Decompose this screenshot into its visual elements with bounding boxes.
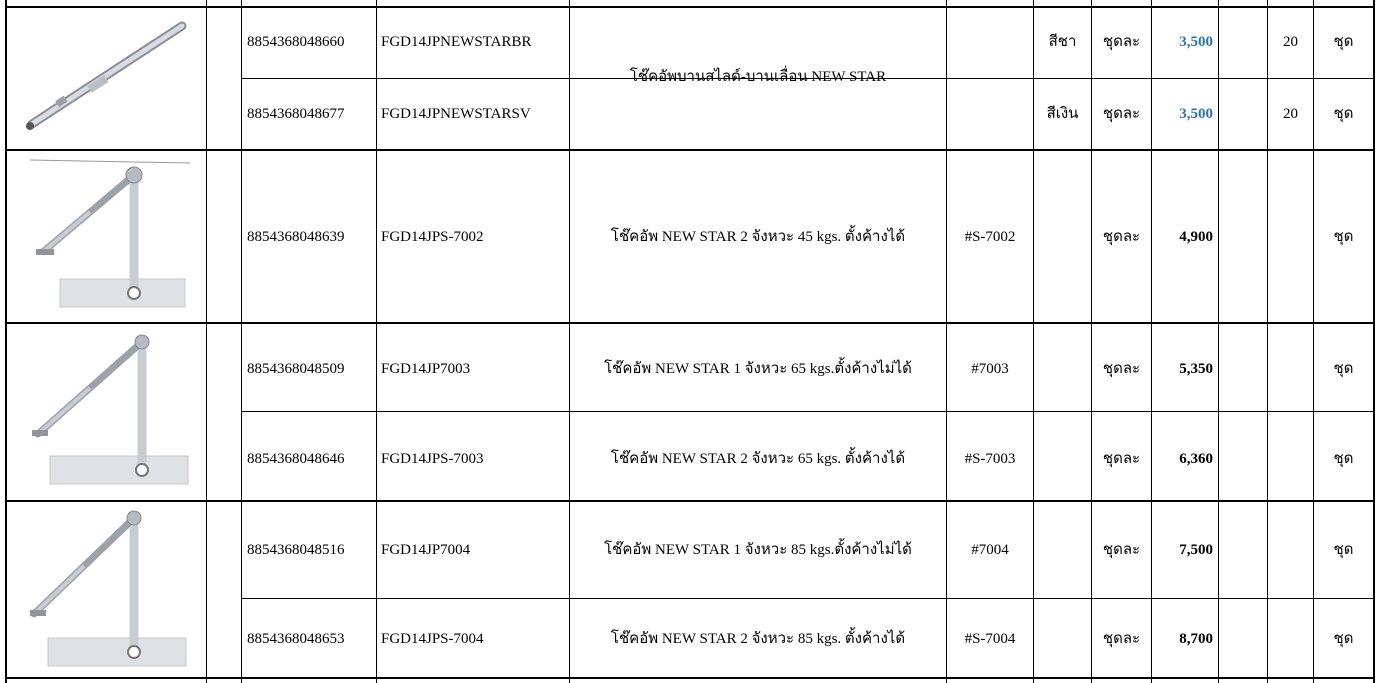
- product-code-cell: FGD14JPS-7004: [381, 631, 484, 647]
- door-closer-arm-image: [30, 155, 190, 315]
- quantity-cell: 20: [1283, 106, 1298, 122]
- door-closer-arm-image: [30, 508, 190, 673]
- price-cell: 7,500: [1179, 542, 1213, 558]
- unit-label-cell: ชุดละ: [1102, 229, 1141, 245]
- description-cell: โช๊คอัพ NEW STAR 1 จังหวะ 65 kgs.ตั้งค้างไม่ได้: [604, 361, 912, 377]
- barcode-cell: 8854368048653: [247, 631, 345, 647]
- unit-label-cell: ชุดละ: [1102, 361, 1141, 377]
- price-cell: 3,500: [1179, 34, 1213, 50]
- unit-cell: ชุด: [1333, 451, 1354, 467]
- unit-cell: ชุด: [1333, 34, 1354, 50]
- model-cell: #7004: [971, 542, 1009, 558]
- product-code-cell: FGD14JP7004: [381, 542, 471, 558]
- unit-label-cell: ชุดละ: [1102, 106, 1141, 122]
- product-code-cell: FGD14JP7003: [381, 361, 471, 377]
- barcode-cell: 8854368048509: [247, 361, 345, 377]
- product-code-cell: FGD14JPS-7002: [381, 229, 484, 245]
- unit-cell: ชุด: [1333, 631, 1354, 647]
- description-cell: โช๊คอัพ NEW STAR 2 จังหวะ 45 kgs. ตั้งค้างได้: [610, 229, 906, 245]
- unit-cell: ชุด: [1333, 106, 1354, 122]
- door-closer-arm-image: [30, 330, 190, 490]
- barcode-cell: 8854368048646: [247, 451, 345, 467]
- unit-label-cell: ชุดละ: [1102, 542, 1141, 558]
- description-cell: โช๊คอัพบานสไลด์-บานเลื่อน NEW STAR: [629, 69, 887, 85]
- unit-label-cell: ชุดละ: [1102, 34, 1141, 50]
- description-cell: โช๊คอัพ NEW STAR 2 จังหวะ 65 kgs. ตั้งค้างได้: [610, 451, 906, 467]
- quantity-cell: 20: [1283, 34, 1298, 50]
- product-code-cell: FGD14JPNEWSTARSV: [381, 106, 531, 122]
- color-cell: สีชา: [1048, 34, 1077, 50]
- barcode-cell: 8854368048677: [247, 106, 345, 122]
- sliding-window-stay-image: [18, 18, 190, 138]
- color-cell: สีเงิน: [1046, 106, 1079, 122]
- model-cell: #7003: [971, 361, 1009, 377]
- price-cell: 6,360: [1179, 451, 1213, 467]
- unit-label-cell: ชุดละ: [1102, 631, 1141, 647]
- model-cell: #S-7002: [964, 229, 1016, 245]
- model-cell: #S-7003: [964, 451, 1016, 467]
- unit-label-cell: ชุดละ: [1102, 451, 1141, 467]
- price-cell: 4,900: [1179, 229, 1213, 245]
- product-code-cell: FGD14JPS-7003: [381, 451, 484, 467]
- barcode-cell: 8854368048639: [247, 229, 345, 245]
- unit-cell: ชุด: [1333, 542, 1354, 558]
- description-cell: โช๊คอัพ NEW STAR 1 จังหวะ 85 kgs.ตั้งค้างไม่ได้: [604, 542, 912, 558]
- unit-cell: ชุด: [1333, 361, 1354, 377]
- barcode-cell: 8854368048516: [247, 542, 345, 558]
- price-cell: 8,700: [1179, 631, 1213, 647]
- price-cell: 5,350: [1179, 361, 1213, 377]
- product-code-cell: FGD14JPNEWSTARBR: [381, 34, 532, 50]
- barcode-cell: 8854368048660: [247, 34, 345, 50]
- price-cell: 3,500: [1179, 106, 1213, 122]
- unit-cell: ชุด: [1333, 229, 1354, 245]
- model-cell: #S-7004: [964, 631, 1016, 647]
- description-cell: โช๊คอัพ NEW STAR 2 จังหวะ 85 kgs. ตั้งค้างได้: [610, 631, 906, 647]
